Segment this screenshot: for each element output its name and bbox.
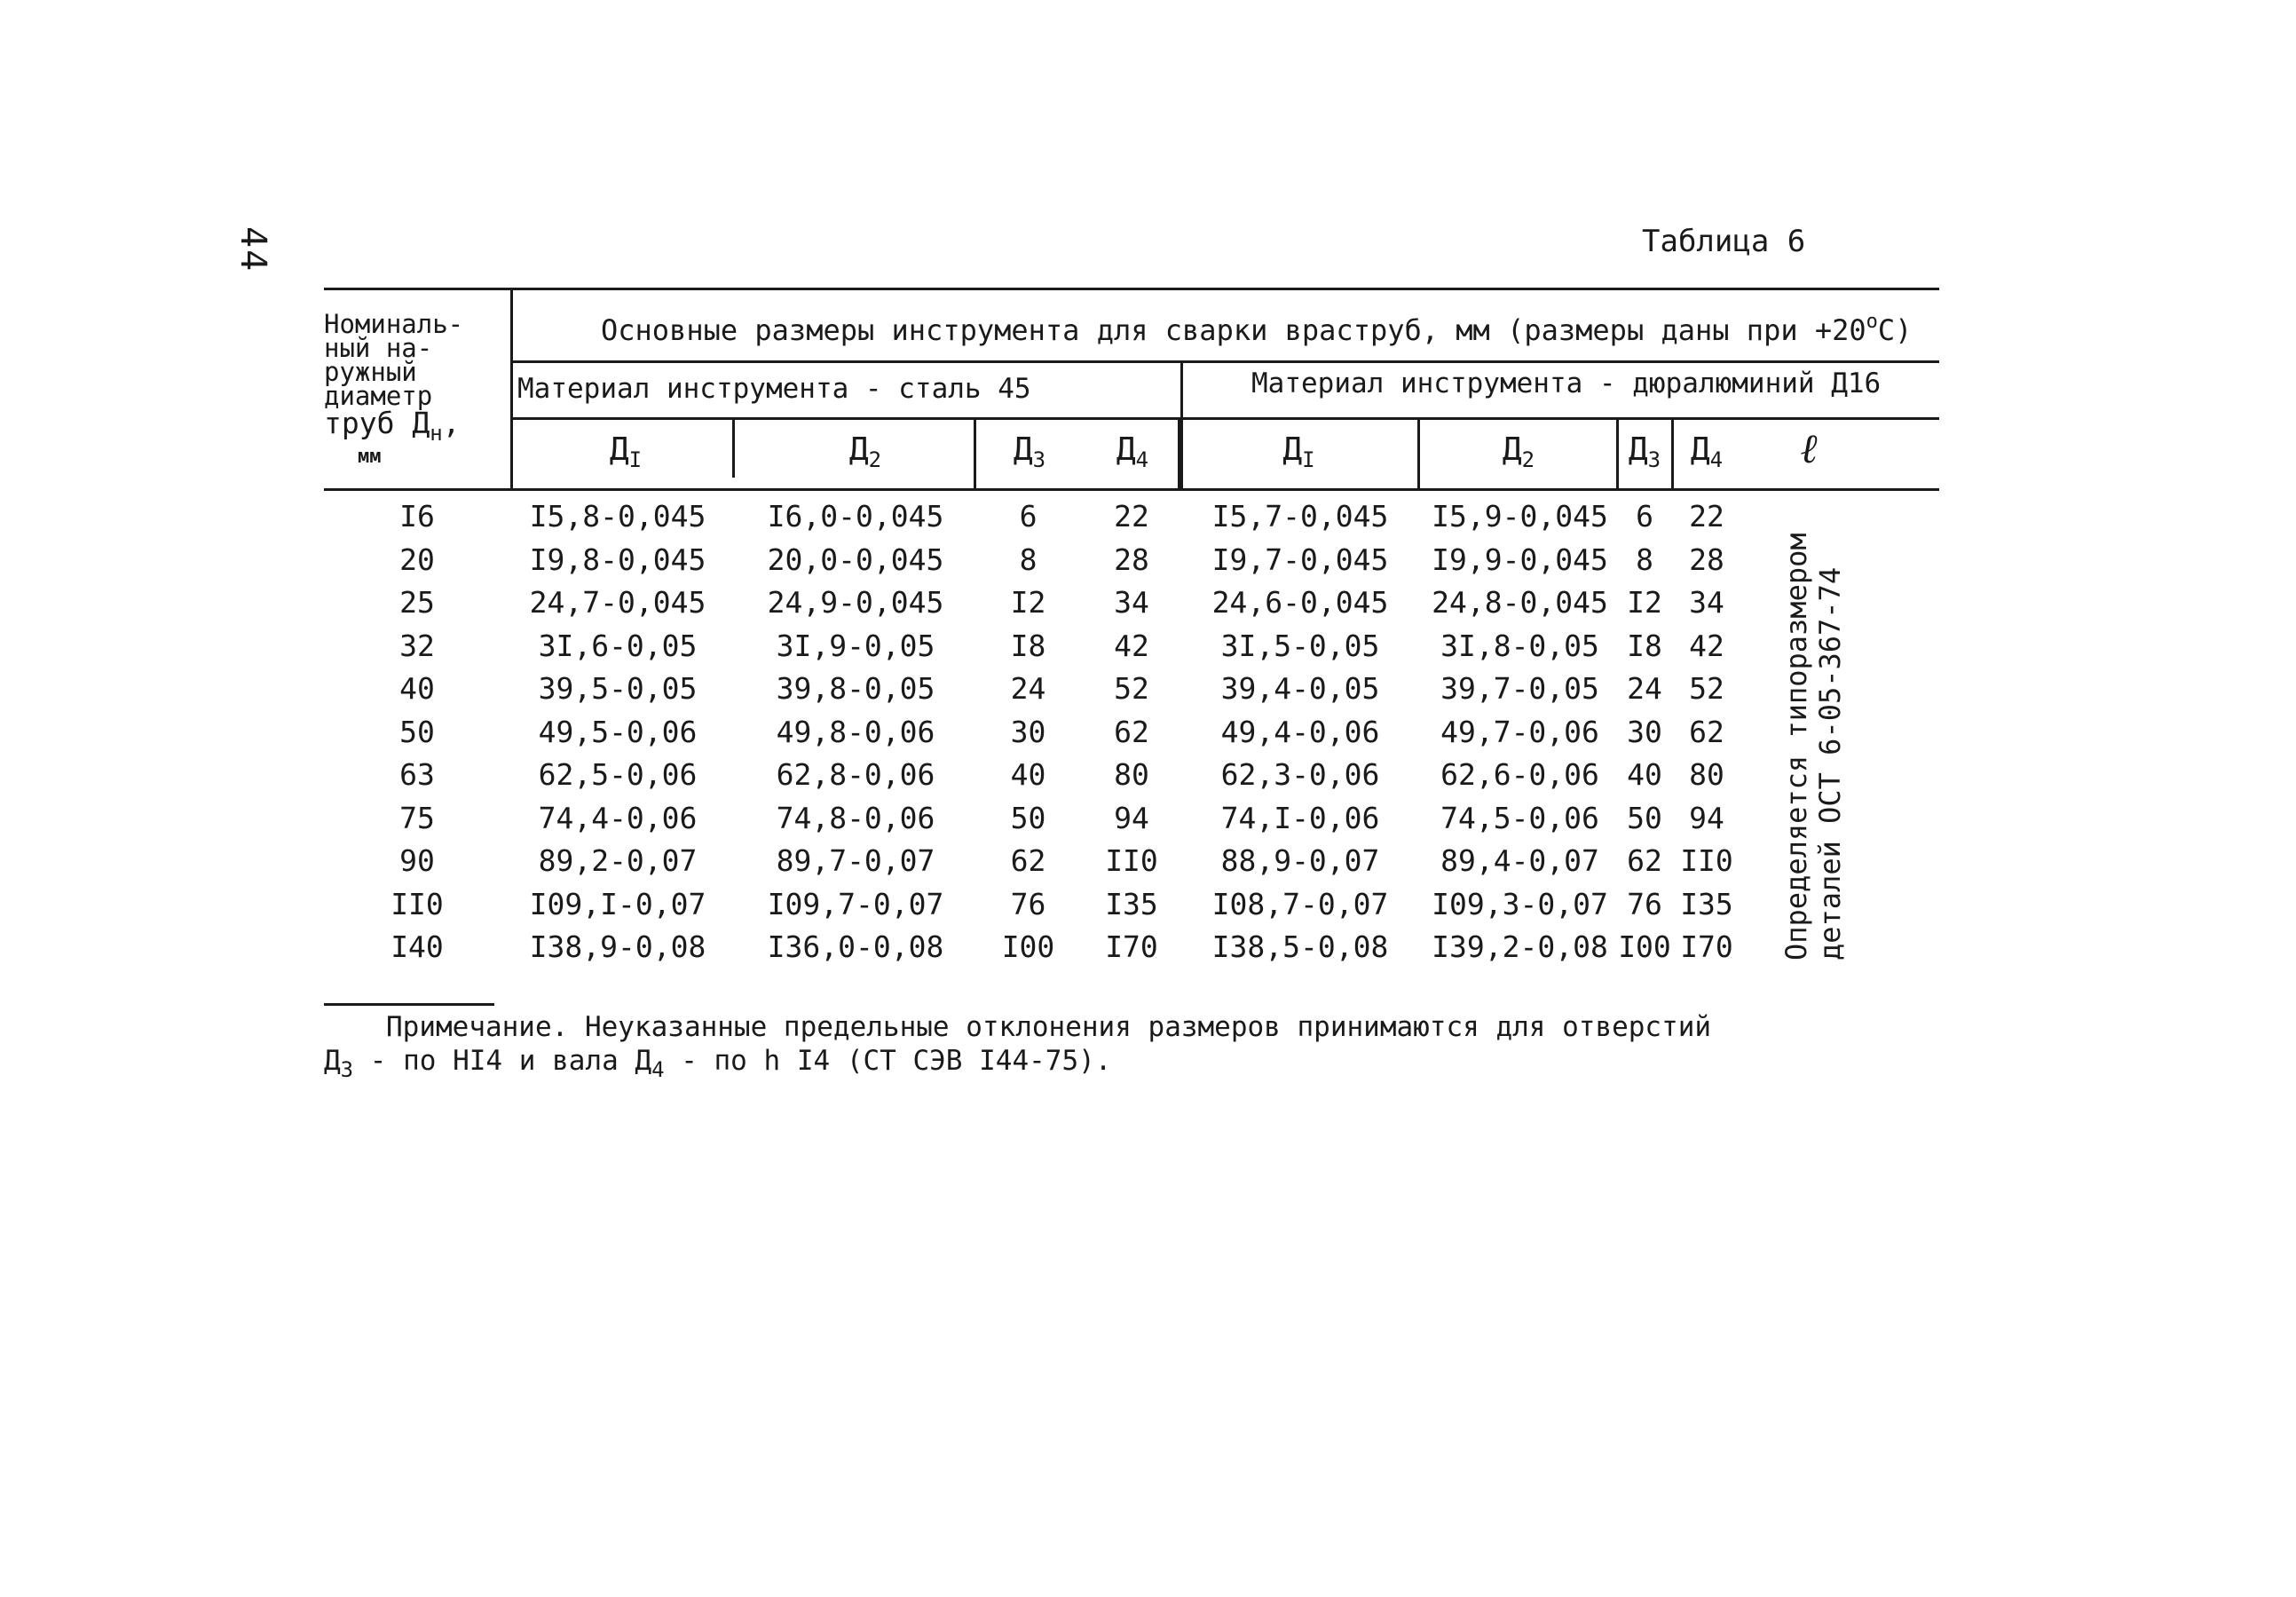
cell-dural-d1: 3I,5-0,05 xyxy=(1220,628,1380,663)
col-head-steel-d3: $Д_3$ xyxy=(1013,431,1046,472)
cell-steel-d1: 3I,6-0,05 xyxy=(538,628,698,663)
cell-steel-d3: 30 xyxy=(1010,714,1046,749)
cell-steel-d1: 89,2-0,07 xyxy=(538,843,698,878)
cell-nominal-diameter: 32 xyxy=(399,628,435,663)
cell-steel-d2: 24,9-0,045 xyxy=(767,585,944,620)
col-head-steel-d2: $Д_2$ xyxy=(848,431,882,472)
cell-nominal-diameter: 63 xyxy=(399,757,435,792)
cell-steel-d2: 39,8-0,05 xyxy=(776,671,935,706)
cell-dural-d1: I38,5-0,08 xyxy=(1211,929,1389,964)
cell-steel-d3: 50 xyxy=(1010,800,1046,835)
cell-steel-d3: I00 xyxy=(1001,929,1055,964)
cell-steel-d3: 24 xyxy=(1010,671,1046,706)
cell-steel-d2: 74,8-0,06 xyxy=(776,800,935,835)
cell-nominal-diameter: I6 xyxy=(399,499,435,534)
cell-nominal-diameter: 75 xyxy=(399,800,435,835)
cell-dural-d3: I8 xyxy=(1627,628,1662,663)
cell-dural-d1: 88,9-0,07 xyxy=(1220,843,1380,878)
cell-steel-d2: I36,0-0,08 xyxy=(767,929,944,964)
col-head-steel-d1: $Д_I$ xyxy=(609,431,643,472)
cell-dural-d3: 24 xyxy=(1627,671,1662,706)
cell-steel-d2: 49,8-0,06 xyxy=(776,714,935,749)
dural-group-header: Материал инструмента - дюралюминий Д16 xyxy=(1251,368,1882,399)
cell-steel-d1: I5,8-0,045 xyxy=(529,499,706,534)
cell-steel-d3: I2 xyxy=(1010,585,1046,620)
cell-dural-d3: 50 xyxy=(1627,800,1662,835)
cell-dural-d4: 62 xyxy=(1689,714,1724,749)
cell-steel-d4: I35 xyxy=(1105,886,1158,921)
cell-dural-d3: 6 xyxy=(1636,499,1653,534)
cell-dural-d4: 52 xyxy=(1689,671,1724,706)
cell-steel-d3: 62 xyxy=(1010,843,1046,878)
cell-dural-d4: 94 xyxy=(1689,800,1724,835)
cell-dural-d3: I2 xyxy=(1627,585,1662,620)
cell-dural-d4: 42 xyxy=(1689,628,1724,663)
cell-nominal-diameter: 25 xyxy=(399,585,435,620)
stub-line-2: ный на- xyxy=(324,333,433,363)
stub-line-1: Номиналь- xyxy=(324,309,464,339)
cell-steel-d1: 74,4-0,06 xyxy=(538,800,698,835)
cell-dural-d2: I9,9-0,045 xyxy=(1432,542,1608,577)
cell-dural-d1: 24,6-0,045 xyxy=(1211,585,1389,620)
cell-steel-d4: 42 xyxy=(1114,628,1149,663)
cell-dural-d3: 40 xyxy=(1627,757,1662,792)
col-head-dural-d2-rendered: $Д_2$ xyxy=(1502,431,1535,472)
dimensions-table xyxy=(324,286,1939,964)
cell-steel-d4: 34 xyxy=(1114,585,1149,620)
cell-steel-d4: 52 xyxy=(1114,671,1149,706)
cell-steel-d1: 49,5-0,06 xyxy=(538,714,698,749)
cell-steel-d2: 89,7-0,07 xyxy=(776,843,935,878)
cell-dural-d4: 22 xyxy=(1689,499,1724,534)
cell-dural-d4: I35 xyxy=(1680,886,1733,921)
cell-steel-d4: 22 xyxy=(1114,499,1149,534)
cell-steel-d4: 62 xyxy=(1114,714,1149,749)
cell-nominal-diameter: 40 xyxy=(399,671,435,706)
cell-dural-d1: 39,4-0,05 xyxy=(1220,671,1380,706)
footnote-line-1: Примечание. Неуказанные предельные отклонения размеров принимаются для отверстий xyxy=(386,1011,1712,1043)
col-divider-4 xyxy=(1417,419,1420,490)
cell-steel-d4: 28 xyxy=(1114,542,1149,577)
cell-dural-d1: 62,3-0,06 xyxy=(1220,757,1380,792)
main-header: Основные размеры инструмента для сварки враструб, мм (размеры даны при $+20^оС$) xyxy=(601,311,1913,347)
cell-steel-d3: 40 xyxy=(1010,757,1046,792)
vertical-note-line-2: деталей ОСТ 6-05-367-74 xyxy=(1813,566,1847,961)
vertical-note-line-1: Определяется типоразмером xyxy=(1779,533,1813,961)
cell-steel-d2: I09,7-0,07 xyxy=(767,886,944,921)
cell-dural-d2: 24,8-0,045 xyxy=(1432,585,1608,620)
cell-nominal-diameter: I40 xyxy=(391,929,444,964)
col-divider-1 xyxy=(732,419,735,478)
cell-dural-d2: 49,7-0,06 xyxy=(1440,714,1599,749)
page-number: 44 xyxy=(233,226,273,273)
table-top-rule xyxy=(324,288,1939,290)
cell-steel-d1: 24,7-0,045 xyxy=(529,585,706,620)
cell-dural-d4: 28 xyxy=(1689,542,1724,577)
cell-steel-d2: 20,0-0,045 xyxy=(767,542,944,577)
cell-nominal-diameter: 50 xyxy=(399,714,435,749)
cell-dural-d3: 62 xyxy=(1627,843,1662,878)
col-divider-2 xyxy=(974,419,976,490)
cell-dural-d4: 34 xyxy=(1689,585,1724,620)
cell-dural-d1: 74,I-0,06 xyxy=(1220,800,1380,835)
cell-dural-d4: I70 xyxy=(1680,929,1733,964)
cell-steel-d3: 8 xyxy=(1019,542,1038,577)
cell-dural-d1: I08,7-0,07 xyxy=(1211,886,1389,921)
cell-dural-d2: I09,3-0,07 xyxy=(1432,886,1608,921)
cell-dural-d1: I9,7-0,045 xyxy=(1211,542,1389,577)
cell-nominal-diameter: II0 xyxy=(391,886,444,921)
cell-steel-d4: II0 xyxy=(1105,843,1158,878)
cell-steel-d4: I70 xyxy=(1105,929,1158,964)
col-head-steel-d4: $Д_4$ xyxy=(1116,431,1149,472)
cell-dural-d3: I00 xyxy=(1618,929,1671,964)
stub-line-5: труб $Д_н$, xyxy=(324,406,461,446)
footnote-line-2: $Д_3$ - по HI4 и вала $Д_4$ - по h I4 (СТ СЭВ I44-75). xyxy=(324,1045,1112,1082)
cell-dural-d1: I5,7-0,045 xyxy=(1211,499,1389,534)
cell-steel-d3: 76 xyxy=(1010,886,1046,921)
header-rule-1 xyxy=(510,360,1939,363)
cell-steel-d4: 80 xyxy=(1114,757,1149,792)
cell-dural-d2: 39,7-0,05 xyxy=(1440,671,1599,706)
stub-line-6: мм xyxy=(358,446,382,468)
cell-steel-d1: I09,I-0,07 xyxy=(529,886,706,921)
vertical-note xyxy=(1779,508,1859,961)
cell-nominal-diameter: 20 xyxy=(399,542,435,577)
header-rule-2 xyxy=(510,417,1939,420)
cell-steel-d3: I8 xyxy=(1010,628,1046,663)
cell-dural-d1: 49,4-0,06 xyxy=(1220,714,1380,749)
cell-steel-d3: 6 xyxy=(1019,499,1038,534)
cell-dural-d3: 30 xyxy=(1627,714,1662,749)
cell-steel-d1: 62,5-0,06 xyxy=(538,757,698,792)
stub-line-3: ружный xyxy=(324,357,417,387)
cell-dural-d4: 80 xyxy=(1689,757,1724,792)
cell-nominal-diameter: 90 xyxy=(399,843,435,878)
cell-dural-d2: I5,9-0,045 xyxy=(1432,499,1608,534)
col-head-dural-d4: $Д_4$ xyxy=(1690,431,1724,472)
col-head-dural-d3: $Д_3$ xyxy=(1628,431,1661,472)
cell-steel-d2: 3I,9-0,05 xyxy=(776,628,935,663)
cell-steel-d1: I9,8-0,045 xyxy=(529,542,706,577)
cell-dural-d2: 3I,8-0,05 xyxy=(1440,628,1599,663)
cell-dural-d3: 76 xyxy=(1627,886,1662,921)
col-head-l: ℓ xyxy=(1800,424,1818,472)
steel-group-header: Материал инструмента - сталь 45 xyxy=(517,373,1031,405)
stub-divider xyxy=(510,288,513,490)
cell-steel-d2: I6,0-0,045 xyxy=(767,499,944,534)
cell-dural-d2: 89,4-0,07 xyxy=(1440,843,1599,878)
cell-dural-d2: 74,5-0,06 xyxy=(1440,800,1599,835)
cell-steel-d2: 62,8-0,06 xyxy=(776,757,935,792)
cell-steel-d1: I38,9-0,08 xyxy=(529,929,706,964)
footnote xyxy=(324,1010,1833,1087)
header-bottom-rule xyxy=(324,488,1939,491)
cell-dural-d3: 8 xyxy=(1636,542,1653,577)
cell-dural-d2: I39,2-0,08 xyxy=(1432,929,1608,964)
cell-steel-d1: 39,5-0,05 xyxy=(538,671,698,706)
stub-header xyxy=(324,309,510,468)
cell-dural-d4: II0 xyxy=(1680,843,1733,878)
note-rule xyxy=(324,1003,494,1006)
cell-steel-d4: 94 xyxy=(1114,800,1149,835)
stub-line-4: диаметр xyxy=(324,381,433,411)
cell-dural-d2: 62,6-0,06 xyxy=(1440,757,1599,792)
col-head-dural-d1: $Д_I$ xyxy=(1282,431,1315,472)
table-title: Таблица 6 xyxy=(1642,224,1806,259)
